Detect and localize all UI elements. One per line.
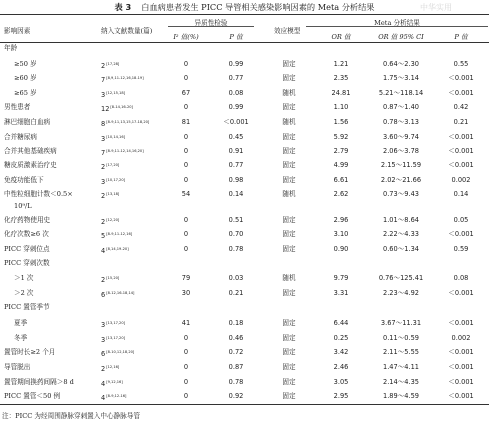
reference-superscript: [9,12,16]	[106, 380, 123, 384]
row-model: 固定	[282, 103, 296, 111]
row-factor: 化疗次数≥6 次	[4, 230, 49, 238]
row-p: 0.92	[228, 392, 244, 400]
row-or: 5.92	[333, 133, 349, 141]
row-factor: 糖皮质激素治疗史	[4, 161, 57, 169]
row-or: 6.61	[333, 176, 349, 184]
row-p2: ＜0.001	[448, 319, 474, 327]
row-i2: 41	[181, 319, 191, 327]
study-count: 12	[101, 105, 110, 113]
row-factor: 夏季	[14, 319, 28, 327]
row-n-studies	[101, 118, 149, 129]
reference-superscript: [13,17,20]	[106, 321, 126, 325]
row-p: 0.91	[228, 147, 244, 155]
study-count: 6	[101, 291, 106, 299]
study-count: 4	[101, 247, 106, 255]
row-p2: ＜0.001	[448, 363, 474, 371]
row-i2: 81	[181, 118, 191, 126]
row-factor: ＞2 次	[14, 289, 34, 297]
reference-superscript: [10,14,16]	[106, 135, 126, 139]
row-i2: 0	[183, 176, 189, 184]
row-factor: 化疗药物使用史	[4, 216, 51, 224]
row-ci: 0.73～9.43	[383, 190, 419, 198]
study-count: 7	[101, 149, 106, 157]
reference-superscript: [17,20]	[106, 163, 120, 167]
study-count: 4	[101, 380, 106, 388]
row-model: 随机	[282, 190, 296, 198]
row-model: 固定	[282, 319, 296, 327]
row-p: 0.99	[228, 103, 244, 111]
row-p: 0.99	[228, 60, 244, 68]
row-model: 固定	[282, 363, 296, 371]
row-ci: 0.64～2.30	[383, 60, 419, 68]
row-i2: 0	[183, 60, 189, 68]
header-model: 效应模型	[274, 27, 301, 35]
row-or: 24.81	[331, 89, 351, 97]
row-ci: 2.11～5.55	[383, 348, 419, 356]
row-p: 0.21	[228, 289, 244, 297]
row-p2: 0.002	[451, 334, 471, 342]
row-ci: 5.21～118.14	[378, 89, 424, 97]
row-factor: ≥50 岁	[14, 60, 37, 68]
row-model: 固定	[282, 133, 296, 141]
row-model: 随机	[282, 89, 296, 97]
row-or: 6.44	[333, 319, 349, 327]
row-n-studies	[101, 89, 125, 100]
study-count: 2	[101, 365, 106, 373]
row-p: 0.77	[228, 74, 244, 82]
row-p: 0.78	[228, 378, 244, 386]
row-i2: 54	[181, 190, 191, 198]
row-model: 固定	[282, 230, 296, 238]
row-factor: PICC 置管＜50 例	[4, 392, 61, 400]
row-model: 固定	[282, 147, 296, 155]
study-count: 2	[101, 62, 106, 70]
reference-superscript: [8-10,12,18,20]	[106, 350, 135, 354]
row-ci: 2.14～4.35	[383, 378, 419, 386]
row-p2: 0.55	[453, 60, 469, 68]
reference-superscript: [12,20]	[106, 218, 120, 222]
row-ci: 1.01～8.64	[383, 216, 419, 224]
row-i2: 0	[183, 103, 189, 111]
row-i2: 0	[183, 363, 189, 371]
row-model: 固定	[282, 392, 296, 400]
header-meta: Meta 分析结果	[374, 19, 420, 27]
row-factor: 合并糖尿病	[4, 133, 37, 141]
row-p2: 0.08	[453, 274, 469, 282]
row-or: 2.62	[333, 190, 349, 198]
row-n-studies	[101, 392, 126, 403]
row-model: 随机	[282, 118, 296, 126]
row-factor: ≥60 岁	[14, 74, 37, 82]
row-p2: ＜0.001	[448, 133, 474, 141]
row-p2: ＜0.001	[448, 74, 474, 82]
row-model: 固定	[282, 176, 296, 184]
row-or: 0.90	[333, 245, 349, 253]
row-ci: 1.75～3.14	[383, 74, 419, 82]
row-factor: PICC 穿刺位点	[4, 245, 50, 253]
table-title-text: 白血病患者发生 PICC 导管相关感染影响因素的 Meta 分析结果	[141, 2, 375, 12]
study-count: 3	[101, 135, 106, 143]
row-n-studies	[101, 161, 119, 172]
header-i2: I² 值(%)	[173, 33, 199, 41]
header-heterogeneity: 异质性检验	[194, 19, 228, 27]
row-ci: 1.89～4.59	[383, 392, 419, 400]
row-ci: 1.47～4.11	[383, 363, 419, 371]
row-or: 1.21	[333, 60, 349, 68]
row-p2: 0.59	[453, 245, 469, 253]
row-p2: 0.002	[451, 176, 471, 184]
row-p2: 0.42	[453, 103, 469, 111]
row-p2: ＜0.001	[448, 230, 474, 238]
row-i2: 0	[183, 245, 189, 253]
row-i2: 67	[181, 89, 191, 97]
row-or: 3.05	[333, 378, 349, 386]
study-count: 8	[101, 120, 106, 128]
row-p2: ＜0.001	[448, 392, 474, 400]
row-ci: 2.06～3.78	[383, 147, 419, 155]
reference-superscript: [8-12,16-18,14]	[106, 291, 135, 295]
row-factor: 淋巴细胞白血病	[4, 118, 51, 126]
reference-superscript: [13,17,20]	[106, 336, 126, 340]
row-p: 0.98	[228, 176, 244, 184]
row-n-studies	[101, 60, 119, 71]
row-i2: 0	[183, 348, 189, 356]
header-p: P 值	[229, 33, 243, 41]
row-p: 0.18	[228, 319, 244, 327]
study-count: 4	[101, 394, 106, 402]
row-p2: ＜0.001	[448, 378, 474, 386]
row-or: 2.35	[333, 74, 349, 82]
row-i2: 0	[183, 378, 189, 386]
study-count: 2	[101, 276, 106, 284]
row-or: 3.42	[333, 348, 349, 356]
row-n-studies	[101, 176, 125, 187]
row-ci: 0.78～3.13	[383, 118, 419, 126]
row-p2: ＜0.001	[448, 147, 474, 155]
row-ci: 3.67～11.31	[380, 319, 422, 327]
reference-superscript: [8-9,11-12,14,16,20]	[106, 149, 144, 153]
reference-superscript: [8-14,16-20]	[110, 105, 133, 109]
row-factor: 冬季	[14, 334, 28, 342]
header-or: OR 值	[331, 33, 351, 41]
row-ci: 0.60～1.34	[383, 245, 419, 253]
row-model: 固定	[282, 334, 296, 342]
header-p2: P 值	[454, 33, 468, 41]
study-count: 7	[101, 76, 106, 84]
study-count: 2	[101, 192, 106, 200]
reference-superscript: [8,9,11-12,16,18-19]	[106, 76, 144, 80]
header-ci: OR 值 95% CI	[378, 33, 424, 41]
row-or: 3.10	[333, 230, 349, 238]
row-p2: ＜0.001	[448, 161, 474, 169]
row-n-studies	[101, 147, 144, 158]
row-ci: 2.23～4.92	[383, 289, 419, 297]
reference-superscript: [10,17,20]	[106, 178, 126, 182]
row-i2: 79	[181, 274, 191, 282]
row-factor: 合并其他基础疾病	[4, 147, 57, 155]
row-i2: 0	[183, 216, 189, 224]
row-p: 0.77	[228, 161, 244, 169]
row-i2: 0	[183, 230, 189, 238]
row-i2: 0	[183, 161, 189, 169]
row-n-studies	[101, 133, 125, 144]
row-factor-cont: 10⁹/L	[14, 202, 32, 210]
row-n-studies	[101, 216, 119, 227]
header-factor: 影响因素	[4, 27, 31, 35]
reference-superscript: [8-9,11-12,16]	[106, 232, 133, 236]
row-n-studies	[101, 74, 144, 85]
study-count: 3	[101, 91, 106, 99]
row-p2: ＜0.001	[448, 348, 474, 356]
row-or: 2.96	[333, 216, 349, 224]
row-or: 2.46	[333, 363, 349, 371]
row-i2: 0	[183, 133, 189, 141]
row-p2: 0.21	[453, 118, 469, 126]
reference-superscript: [8,14,19-20]	[106, 247, 129, 251]
row-ci: 2.02～21.66	[380, 176, 422, 184]
row-or: 0.25	[333, 334, 349, 342]
header-n-studies: 纳入文献数量(篇)	[101, 27, 153, 35]
row-p: 0.72	[228, 348, 244, 356]
row-i2: 0	[183, 74, 189, 82]
row-n-studies	[101, 103, 133, 114]
row-p: 0.08	[228, 89, 244, 97]
row-n-studies	[101, 378, 123, 389]
row-factor: 置管期间换药间隔＞8 d	[4, 378, 74, 386]
reference-superscript: [8-9,12-16]	[106, 394, 127, 398]
row-factor: ≥65 岁	[14, 89, 37, 97]
row-ci: 3.60～9.74	[383, 133, 419, 141]
row-factor: PICC 穿刺次数	[4, 259, 50, 267]
study-count: 5	[101, 232, 106, 240]
row-p2: 0.05	[453, 216, 469, 224]
study-count: 6	[101, 350, 106, 358]
reference-superscript: [13,18]	[106, 192, 120, 196]
row-p: 0.78	[228, 245, 244, 253]
row-factor: ＞1 次	[14, 274, 34, 282]
row-n-studies	[101, 319, 125, 330]
row-p2: ＜0.001	[448, 89, 474, 97]
row-model: 固定	[282, 378, 296, 386]
row-or: 3.31	[333, 289, 349, 297]
study-count: 3	[101, 336, 106, 344]
reference-superscript: [12,15,18]	[106, 91, 126, 95]
bottom-rule	[0, 404, 489, 405]
row-factor: PICC 置管季节	[4, 303, 50, 311]
row-ci: 2.22～4.33	[383, 230, 419, 238]
row-model: 固定	[282, 60, 296, 68]
row-p: 0.70	[228, 230, 244, 238]
table-note: 注：PICC 为经周围静脉穿刺置入中心静脉导管	[2, 412, 140, 420]
table-title	[0, 2, 489, 13]
row-n-studies	[101, 245, 129, 256]
row-model: 随机	[282, 274, 296, 282]
watermark: 中华实用	[420, 3, 452, 12]
row-i2: 0	[183, 334, 189, 342]
study-count: 2	[101, 163, 106, 171]
row-ci: 0.87～1.40	[383, 103, 419, 111]
row-factor: 置管时长≥2 个月	[4, 348, 56, 356]
study-count: 3	[101, 321, 106, 329]
study-count: 2	[101, 218, 106, 226]
row-model: 固定	[282, 245, 296, 253]
row-factor: 免疫功能低下	[4, 176, 44, 184]
row-p: ＜0.001	[223, 118, 249, 126]
row-n-studies	[101, 230, 132, 241]
row-n-studies	[101, 190, 119, 201]
row-model: 固定	[282, 289, 296, 297]
row-i2: 0	[183, 392, 189, 400]
row-p: 0.46	[228, 334, 244, 342]
row-model: 固定	[282, 216, 296, 224]
row-n-studies	[101, 289, 134, 300]
row-factor: 中性粒细胞计数＜0.5×	[4, 190, 73, 198]
row-factor: 导管脱出	[4, 363, 31, 371]
row-ci: 2.15～11.59	[380, 161, 422, 169]
row-n-studies	[101, 334, 125, 345]
header-rule	[0, 42, 489, 43]
row-p: 0.14	[228, 190, 244, 198]
reference-superscript: [15,20]	[106, 276, 120, 280]
row-n-studies	[101, 274, 119, 285]
row-i2: 30	[181, 289, 191, 297]
row-or: 2.79	[333, 147, 349, 155]
row-p: 0.87	[228, 363, 244, 371]
row-p2: ＜0.001	[448, 289, 474, 297]
study-count: 3	[101, 178, 106, 186]
reference-superscript: [8-9,11,13,15,17-18,20]	[106, 120, 150, 124]
row-ci: 0.11～0.59	[383, 334, 419, 342]
row-model: 固定	[282, 348, 296, 356]
row-p2: 0.14	[453, 190, 469, 198]
row-or: 1.10	[333, 103, 349, 111]
row-or: 9.79	[333, 274, 349, 282]
top-rule	[0, 14, 489, 15]
table-number: 表 3	[114, 2, 132, 12]
row-ci: 0.76～125.41	[378, 274, 424, 282]
row-factor: 年龄	[4, 44, 18, 52]
row-n-studies	[101, 348, 134, 359]
row-model: 固定	[282, 161, 296, 169]
row-i2: 0	[183, 147, 189, 155]
row-p: 0.03	[228, 274, 244, 282]
row-p: 0.51	[228, 216, 244, 224]
row-or: 4.99	[333, 161, 349, 169]
row-factor: 男性患者	[4, 103, 31, 111]
reference-superscript: [17,28]	[106, 62, 120, 66]
row-n-studies	[101, 363, 119, 374]
reference-superscript: [12,16]	[106, 365, 120, 369]
row-or: 2.95	[333, 392, 349, 400]
row-model: 固定	[282, 74, 296, 82]
row-or: 1.56	[333, 118, 349, 126]
row-p: 0.45	[228, 133, 244, 141]
